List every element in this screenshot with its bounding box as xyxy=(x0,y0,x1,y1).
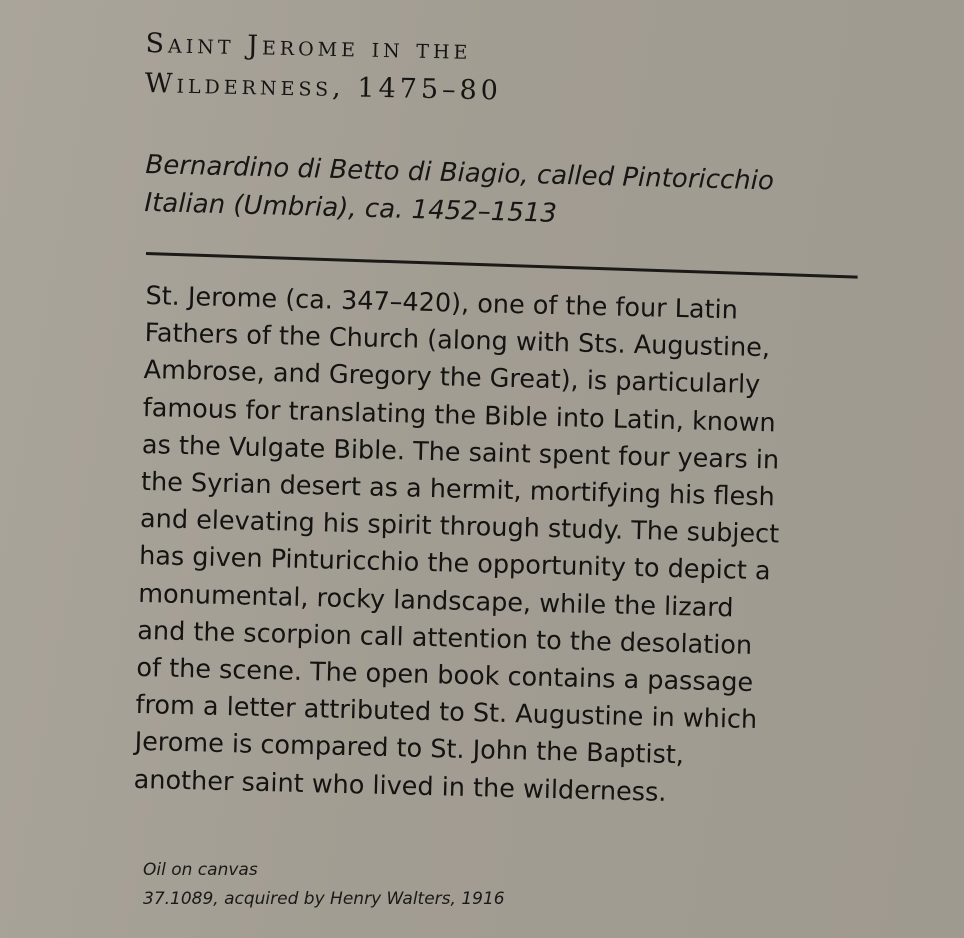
title-line-1: Saint Jerome in the xyxy=(145,27,472,66)
description-line: as the Vulgate Bible. The saint spent four years in xyxy=(141,429,780,476)
description-line: Fathers of the Church (along with Sts. Augustine, xyxy=(144,318,771,364)
description-line: and the scorpion call attention to the desolation xyxy=(137,615,753,661)
description-line: from a letter attributed to St. Augustine in which xyxy=(135,690,758,736)
medium-text: Oil on canvas xyxy=(143,860,258,880)
title-line-2: Wilderness, 1475–80 xyxy=(144,67,503,107)
description-line: famous for translating the Bible into Latin, known xyxy=(142,392,776,439)
description-line: Jerome is compared to St. John the Baptist, xyxy=(134,727,685,771)
artist-name: Bernardino di Betto di Biagio, called Pintoricchio xyxy=(145,149,775,197)
artist-origin: Italian (Umbria), ca. 1452–1513 xyxy=(144,187,558,229)
artwork-details xyxy=(143,856,643,914)
description-line: St. Jerome (ca. 347–420), one of the four Latin xyxy=(145,280,739,326)
description-line: another saint who lived in the wilderness. xyxy=(133,764,667,808)
accession-text: 37.1089, acquired by Henry Walters, 1916 xyxy=(143,889,505,909)
description-line: of the scene. The open book contains a passage xyxy=(136,652,754,698)
description-line: and elevating his spirit through study. The subject xyxy=(139,504,780,550)
description-line: Ambrose, and Gregory the Great), is particularly xyxy=(143,355,761,401)
divider-rule xyxy=(146,252,858,279)
artist-info xyxy=(144,146,866,241)
description-line: the Syrian desert as a hermit, mortifying his flesh xyxy=(140,466,776,513)
description-line: monumental, rocky landscape, while the lizard xyxy=(137,578,734,624)
description-line: has given Pinturicchio the opportunity to depict a xyxy=(138,541,771,587)
description-text xyxy=(133,278,866,816)
artwork-title xyxy=(144,24,866,119)
